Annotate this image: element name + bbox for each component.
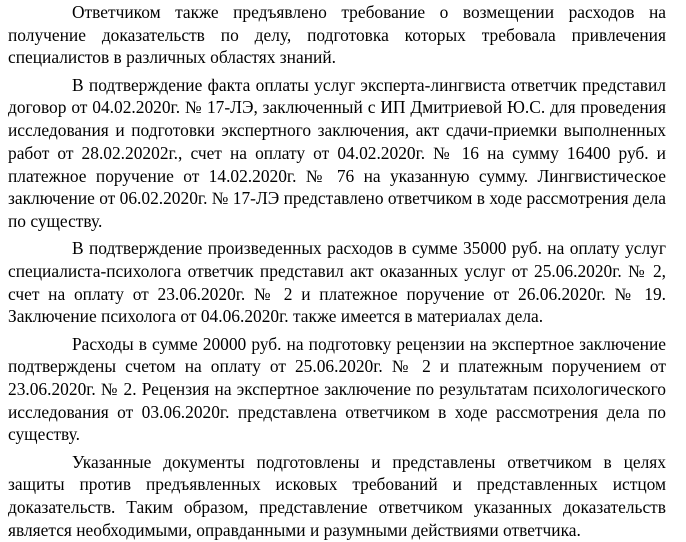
paragraph-expense-claim: Ответчиком также предъявлено требование о возмещении расходов на получение доказательств по делу, подготовка которых требовала привлечения специалистов в различных областях знаний. [8, 2, 666, 68]
paragraph-linguist-expenses: В подтверждение факта оплаты услуг эксперта-лингвиста ответчик представил договор от 04.02.2020г. № 17-ЛЭ, заключенный с ИП Дмитриевой Ю.С. для проведения исследования и подготовки экспертного заключения, акт сдачи-приемки выполненных работ от 28.02.20202г., счет на оплату от 04.02.2020г. № 16 на сумму 16400 руб. и платежное поручение от 14.02.2020г. № 76 на указанную сумму. Лингвистическое заключение от 06.02.2020г. № 17-ЛЭ представлено ответчиком в ходе рассмотрения дела по существу. [8, 74, 666, 231]
paragraph-review-expenses: Расходы в сумме 20000 руб. на подготовку рецензии на экспертное заключение подтверждены счетом на оплату от 25.06.2020г. № 2 и платежным поручением от 23.06.2020г. № 2. Рецензия на экспертное заключение по результатам психологического исследования от 03.06.2020г. представлена ответчиком в ходе рассмотрения дела по существу. [8, 333, 666, 445]
paragraph-psychologist-expenses: В подтверждение произведенных расходов в сумме 35000 руб. на оплату услуг специалиста-психолога ответчик представил акт оказанных услуг от 25.06.2020г. № 2, счет на оплату от 23.06.2020г. № 2 и платежное поручение от 26.06.2020г. № 19. Заключение психолога от 04.06.2020г. также имеется в материалах дела. [8, 238, 666, 327]
paragraph-conclusion: Указанные документы подготовлены и представлены ответчиком в целях защиты против предъявленных исковых требований и представленных истцом доказательств. Таким образом, представление ответчиком указанных доказательств является необходимыми, оправданными и разумными действиями ответчика. [8, 451, 666, 540]
